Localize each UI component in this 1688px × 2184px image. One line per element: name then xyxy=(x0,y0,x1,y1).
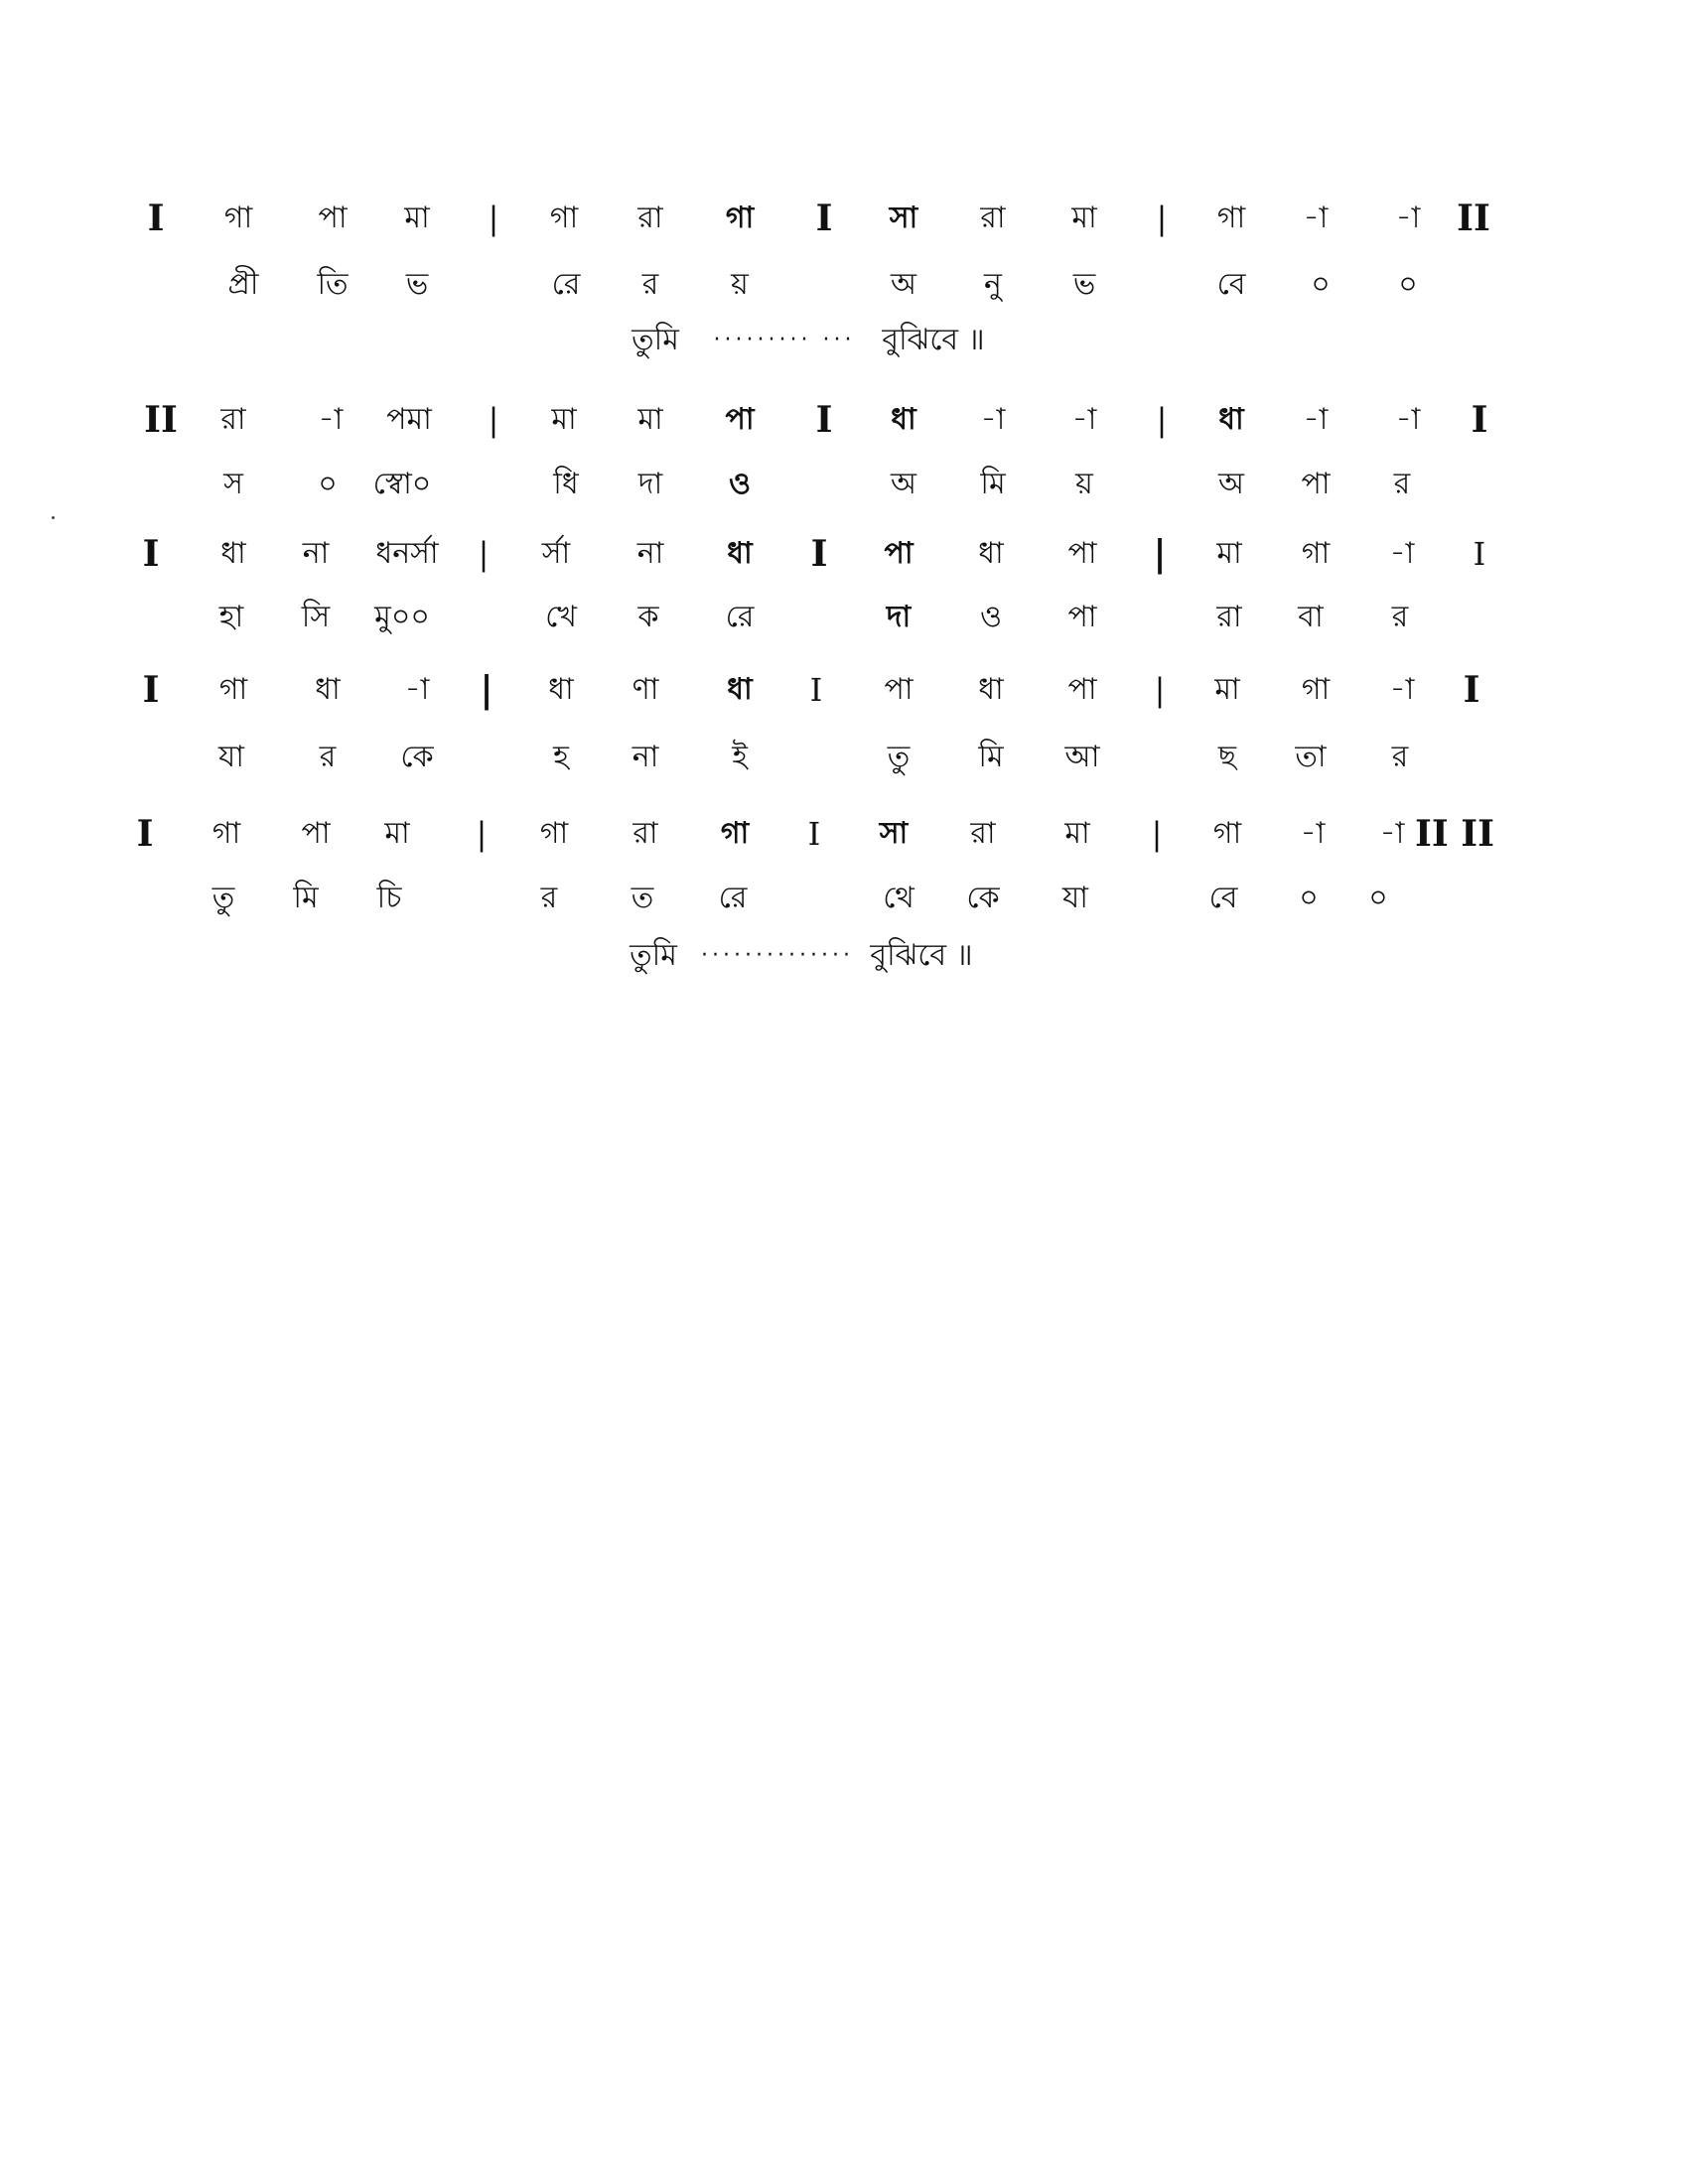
lyric-syllable: ভ xyxy=(405,267,429,302)
note: মা xyxy=(637,402,663,437)
lyric-syllable: র xyxy=(319,740,337,774)
bar-line: I xyxy=(815,399,833,441)
bar-line: II xyxy=(1457,198,1490,239)
staff-3-lyrics xyxy=(0,593,1688,642)
lyric-syllable: পা xyxy=(1301,467,1331,501)
lyric-syllable: ধি xyxy=(553,467,579,501)
bar-line: I xyxy=(142,533,160,575)
bar-line: I xyxy=(1473,535,1486,573)
note: পা xyxy=(318,201,348,235)
refrain-start: তুমি xyxy=(630,938,677,973)
note: মা xyxy=(404,201,430,235)
bar-line: I xyxy=(815,198,833,239)
note: গা xyxy=(211,816,241,851)
bar-line: I xyxy=(807,815,821,853)
note: গা xyxy=(549,201,579,235)
note: পা xyxy=(725,402,755,437)
note: -া xyxy=(1389,672,1415,707)
lyric-syllable: তি xyxy=(317,267,349,302)
lyric-syllable: সি xyxy=(301,600,331,634)
lyric-syllable: র xyxy=(540,881,558,915)
bar-line: | xyxy=(488,200,499,237)
bar-line: | xyxy=(1154,671,1166,709)
bar-line: II xyxy=(144,399,178,441)
note: পা xyxy=(884,536,914,571)
note: ধা xyxy=(978,672,1004,707)
staff-3-notes xyxy=(0,529,1688,579)
staff-5-lyrics xyxy=(0,874,1688,923)
note: মা xyxy=(384,816,410,851)
bar-line: I xyxy=(809,671,823,709)
lyric-syllable: ভ xyxy=(1072,267,1096,302)
bar-line: I xyxy=(136,813,154,855)
refrain-line-1 xyxy=(0,316,1688,365)
note: -া xyxy=(1389,536,1415,571)
lyric-syllable: মু০০ xyxy=(374,600,430,634)
staff-1-notes xyxy=(0,194,1688,243)
lyric-syllable: রে xyxy=(725,600,755,634)
note: গা xyxy=(1301,536,1331,571)
lyric-syllable: আ xyxy=(1064,740,1100,774)
note: ধা xyxy=(727,536,753,571)
staff-1-lyrics xyxy=(0,260,1688,310)
note: রা xyxy=(220,402,246,437)
lyric-syllable: অ xyxy=(891,467,916,501)
lyric-syllable: স্বো০ xyxy=(372,467,432,501)
bar-line: | xyxy=(1156,401,1168,439)
note: পা xyxy=(1067,672,1097,707)
lyric-syllable: র xyxy=(1391,740,1409,774)
lyric-syllable: য় xyxy=(731,267,749,302)
lyric-syllable: ত xyxy=(631,881,654,915)
note: গা xyxy=(218,672,248,707)
note: রা xyxy=(633,816,658,851)
bar-line: I xyxy=(142,669,160,711)
note: র্সা xyxy=(541,536,571,571)
note: মা xyxy=(1214,672,1240,707)
note: পা xyxy=(301,816,331,851)
staff-5-notes xyxy=(0,809,1688,859)
lyric-syllable: মি xyxy=(978,740,1004,774)
note: ধা xyxy=(315,672,341,707)
lyric-syllable: ও xyxy=(728,467,752,501)
note: -া xyxy=(318,402,344,437)
lyric-syllable: বে xyxy=(1208,881,1238,915)
lyric-syllable: অ xyxy=(1218,467,1244,501)
bar-line: I xyxy=(1463,669,1480,711)
lyric-syllable: রা xyxy=(1216,600,1242,634)
note: মা xyxy=(1216,536,1242,571)
lyric-syllable: র xyxy=(1393,467,1411,501)
note: না xyxy=(302,536,330,571)
lyric-syllable: মি xyxy=(293,881,319,915)
lyric-syllable: মি xyxy=(980,467,1006,501)
refrain-end: বুঝিবে ॥ xyxy=(870,938,973,973)
refrain-dots: ·············· xyxy=(701,943,854,968)
lyric-syllable: হ xyxy=(553,740,569,774)
refrain-start: তুমি xyxy=(632,323,679,357)
bar-line: | xyxy=(478,535,490,573)
bar-line: I xyxy=(147,198,165,239)
lyric-syllable: হা xyxy=(218,600,244,634)
lyric-syllable: ০ xyxy=(1311,267,1331,302)
lyric-syllable: দা xyxy=(637,467,663,501)
lyric-syllable: পা xyxy=(1067,600,1097,634)
lyric-syllable: থে xyxy=(883,881,914,915)
staff-4-lyrics xyxy=(0,733,1688,782)
note: -া xyxy=(404,672,430,707)
bar-line: II II xyxy=(1415,813,1494,855)
bar-line: I xyxy=(810,533,828,575)
note: মা xyxy=(551,402,577,437)
note: পা xyxy=(1067,536,1097,571)
note: রা xyxy=(637,201,663,235)
lyric-syllable: চি xyxy=(376,881,402,915)
note: -া xyxy=(1303,402,1329,437)
note: -া xyxy=(980,402,1006,437)
lyric-syllable: খে xyxy=(545,600,577,634)
note: রা xyxy=(980,201,1006,235)
lyric-syllable: কে xyxy=(400,740,434,774)
bar-line: | xyxy=(1153,533,1167,575)
lyric-syllable: নু xyxy=(984,267,1002,302)
lyric-syllable: ০ xyxy=(318,467,338,501)
note: গা xyxy=(725,201,755,235)
note: ধা xyxy=(548,672,574,707)
lyric-syllable: য় xyxy=(1075,467,1093,501)
note: মা xyxy=(1064,816,1090,851)
lyric-syllable: তু xyxy=(887,740,911,774)
lyric-syllable: তু xyxy=(211,881,235,915)
lyric-syllable: ছ xyxy=(1217,740,1237,774)
note: মা xyxy=(1071,201,1097,235)
lyric-syllable: রে xyxy=(551,267,581,302)
note: -া xyxy=(1395,402,1421,437)
note: গা xyxy=(1212,816,1242,851)
note: গা xyxy=(1216,201,1246,235)
note: ধা xyxy=(891,402,916,437)
lyric-syllable: প্রী xyxy=(227,267,259,302)
bar-line: | xyxy=(1156,200,1168,237)
scan-speck xyxy=(52,516,55,519)
lyric-syllable: ও xyxy=(979,600,1003,634)
note: ধা xyxy=(220,536,246,571)
lyric-syllable: র xyxy=(641,267,659,302)
note: গা xyxy=(223,201,253,235)
note: -া xyxy=(1395,201,1421,235)
lyric-syllable: তা xyxy=(1295,740,1327,774)
bar-line: | xyxy=(476,815,488,853)
note: রা xyxy=(970,816,996,851)
lyric-syllable: ই xyxy=(732,740,748,774)
note: -া xyxy=(1300,816,1326,851)
lyric-syllable: কে xyxy=(966,881,1000,915)
note: -া xyxy=(1379,816,1405,851)
note: পা xyxy=(884,672,914,707)
bar-line: | xyxy=(480,669,493,711)
lyric-syllable: ক xyxy=(637,600,659,634)
staff-2-notes xyxy=(0,395,1688,445)
note: -া xyxy=(1303,201,1329,235)
note: গা xyxy=(1301,672,1331,707)
lyric-syllable: ০ xyxy=(1368,881,1388,915)
lyric-syllable: বা xyxy=(1298,600,1324,634)
lyric-syllable: স xyxy=(223,467,243,501)
lyric-syllable: ০ xyxy=(1398,267,1418,302)
note: না xyxy=(636,536,664,571)
note: গা xyxy=(720,816,750,851)
note: ধা xyxy=(1218,402,1244,437)
lyric-syllable: অ xyxy=(891,267,916,302)
note: ধনর্সা xyxy=(375,536,439,571)
lyric-syllable: না xyxy=(632,740,659,774)
staff-4-notes xyxy=(0,665,1688,715)
lyric-syllable: রে xyxy=(718,881,748,915)
note: ধা xyxy=(727,672,753,707)
note: পমা xyxy=(386,402,432,437)
bar-line: | xyxy=(488,401,499,439)
note: ধা xyxy=(978,536,1004,571)
note: সা xyxy=(879,816,909,851)
lyric-syllable: র xyxy=(1391,600,1409,634)
note: সা xyxy=(889,201,918,235)
refrain-dots: ········· ··· xyxy=(713,328,856,352)
lyric-syllable: দা xyxy=(886,600,912,634)
note: ণা xyxy=(632,672,659,707)
note: গা xyxy=(539,816,569,851)
lyric-syllable: বে xyxy=(1216,267,1246,302)
bar-line: I xyxy=(1471,399,1488,441)
note: -া xyxy=(1071,402,1097,437)
lyric-syllable: যা xyxy=(1062,881,1088,915)
bar-line: | xyxy=(1151,815,1163,853)
lyric-syllable: যা xyxy=(218,740,244,774)
staff-2-lyrics xyxy=(0,460,1688,509)
lyric-syllable: ০ xyxy=(1299,881,1319,915)
refrain-end: বুঝিবে ॥ xyxy=(882,323,985,357)
refrain-line-2 xyxy=(0,931,1688,981)
